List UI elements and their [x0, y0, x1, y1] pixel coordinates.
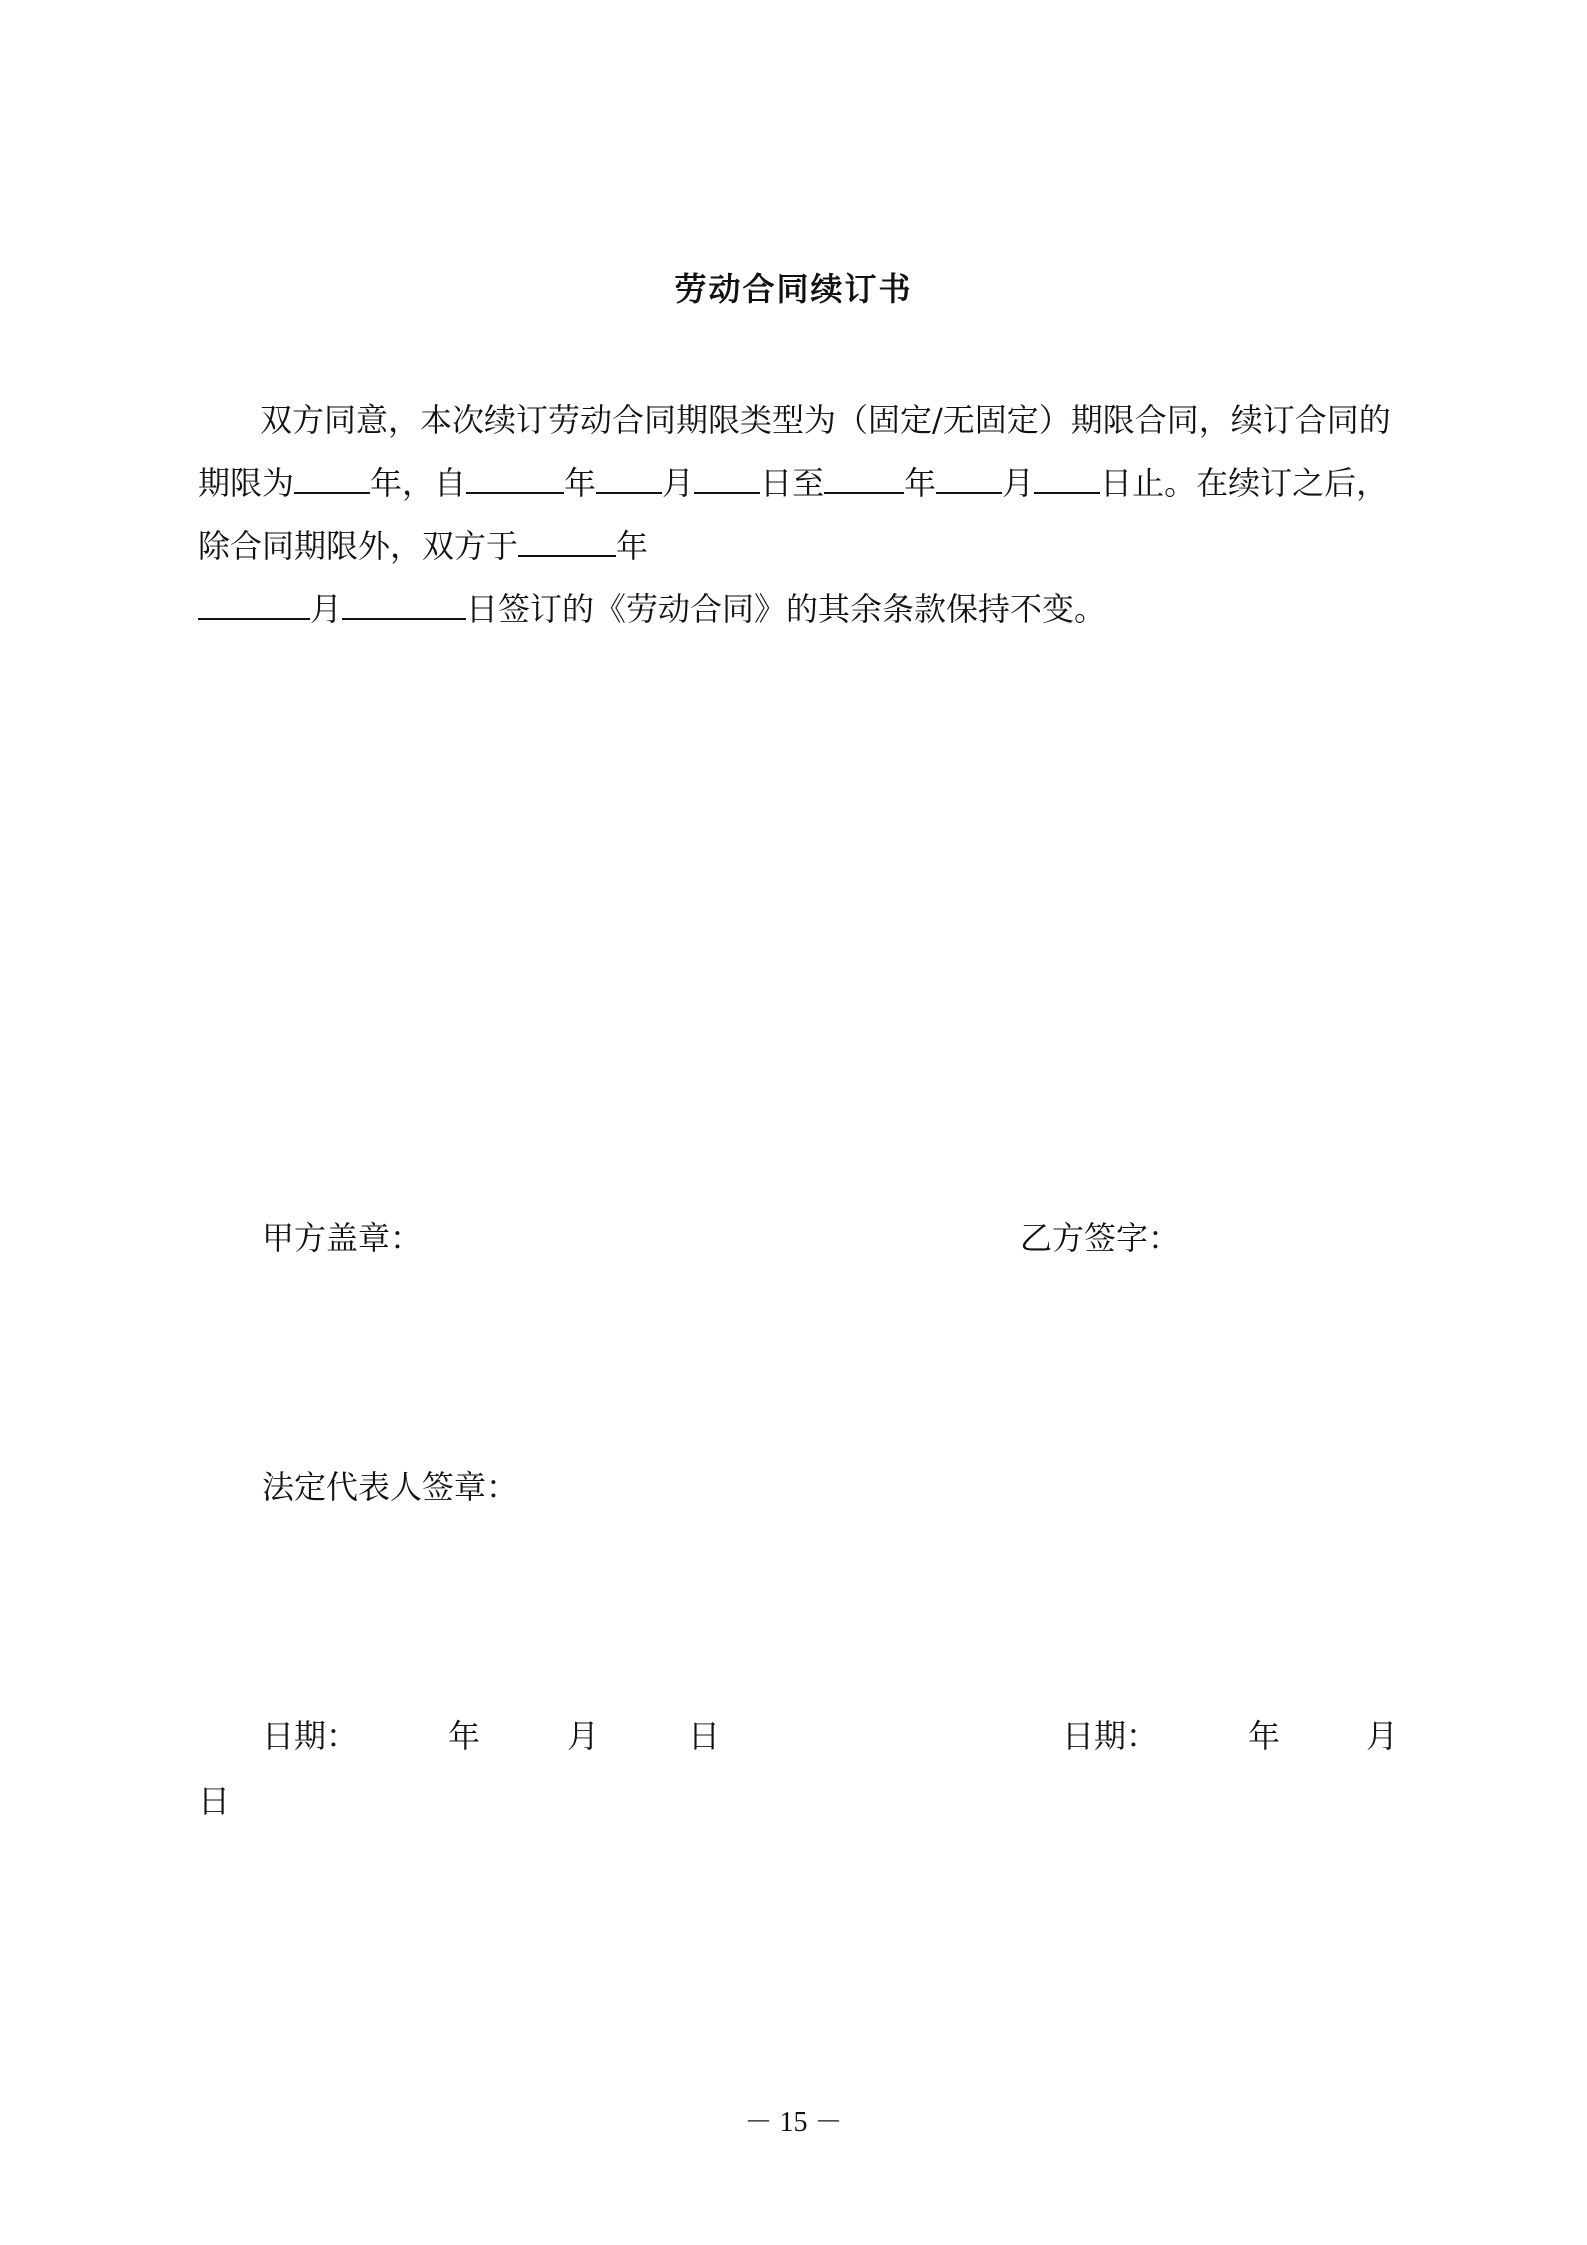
page-number: － 15 － [744, 2107, 843, 2138]
party-a-seal-label: 甲方盖章： [262, 1219, 423, 1257]
text-year-from: 年，自 [370, 464, 467, 502]
text-day-end: 日止。在续订之后， [1100, 464, 1389, 502]
blank-start-month[interactable] [596, 462, 662, 494]
blank-end-month[interactable] [936, 462, 1002, 494]
body-line-2 [198, 458, 1388, 504]
text-year: 年 [564, 464, 597, 502]
blank-end-year[interactable] [824, 462, 904, 494]
text-month: 月 [1002, 464, 1035, 502]
body-line-4 [198, 584, 1106, 630]
text-month: 月 [662, 464, 695, 502]
party-b-sign-label: 乙方签字： [1020, 1219, 1181, 1257]
date-left-month: 月 [567, 1717, 600, 1755]
text-day-to: 日至 [760, 464, 825, 502]
legal-rep-seal-label: 法定代表人签章： [262, 1468, 519, 1506]
date-right-label: 日期： [1062, 1717, 1159, 1755]
text-month: 月 [310, 590, 343, 628]
blank-original-month[interactable] [198, 588, 310, 620]
text-except-term: 除合同期限外，双方于 [198, 527, 519, 565]
body-line-1: 双方同意，本次续订劳动合同期限类型为（固定/无固定）期限合同，续订合同的 [260, 401, 1391, 439]
date-left-label: 日期： [262, 1717, 359, 1755]
blank-start-year[interactable] [466, 462, 564, 494]
date-right-year: 年 [1248, 1717, 1281, 1755]
text-year: 年 [904, 464, 937, 502]
date-right-month: 月 [1366, 1717, 1399, 1755]
date-right-day: 日 [198, 1782, 231, 1820]
blank-term-years[interactable] [294, 462, 370, 494]
blank-original-year[interactable] [518, 525, 616, 557]
text-year: 年 [616, 527, 649, 565]
body-line-3 [198, 521, 648, 567]
date-left-day: 日 [688, 1717, 721, 1755]
blank-original-day[interactable] [342, 588, 466, 620]
date-left-year: 年 [448, 1717, 481, 1755]
text-remaining-terms: 日签订的《劳动合同》的其余条款保持不变。 [466, 590, 1107, 628]
blank-end-day[interactable] [1034, 462, 1100, 494]
blank-start-day[interactable] [694, 462, 760, 494]
text-term-prefix: 期限为 [198, 464, 295, 502]
document-title: 劳动合同续订书 [674, 270, 913, 308]
